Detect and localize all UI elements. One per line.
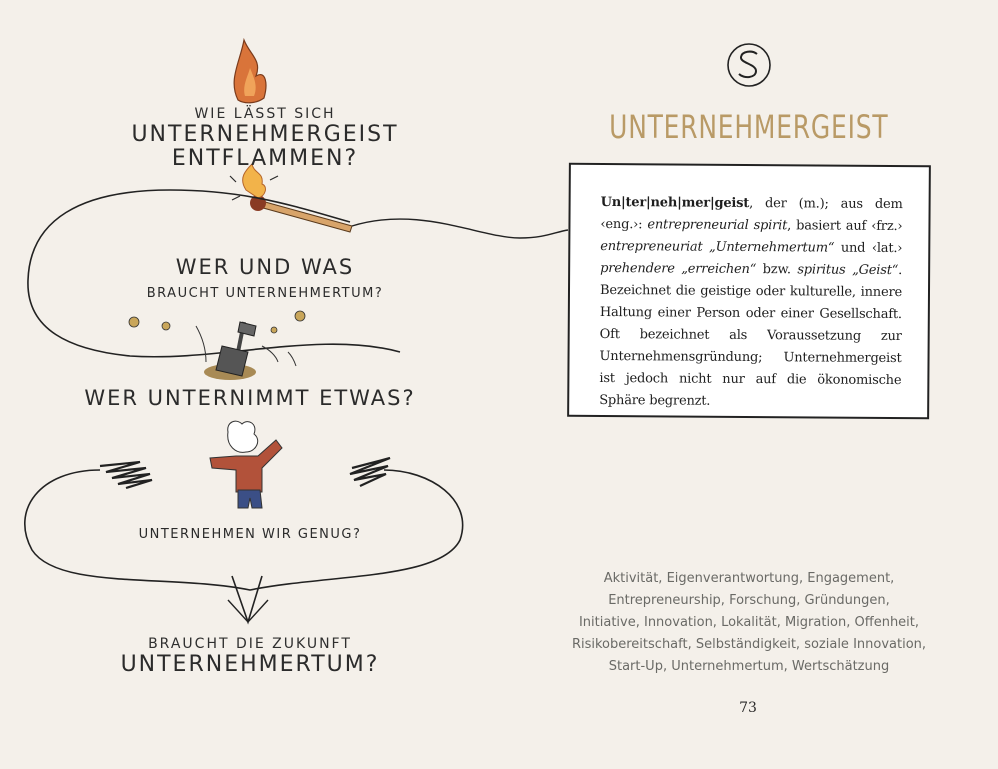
logo-icon bbox=[726, 42, 772, 88]
definition-fragment: . Bezeichnet die geistige oder kulturelle, innere Haltung einer Person oder einer Gesellschaft. Oft bezeichnet als Voraussetzung zur Unternehmensgründung; Unternehmergeist ist jedoch nicht nur auf die ökonomische Sphäre begrenzt. bbox=[599, 263, 903, 409]
scribble-left bbox=[100, 462, 152, 488]
definition-text bbox=[599, 192, 903, 414]
match-icon bbox=[230, 164, 352, 232]
question-2-title: WER UND WAS bbox=[175, 255, 355, 279]
question-1-line-2: ENTFLAMMEN? bbox=[171, 146, 359, 171]
definition-box bbox=[567, 163, 931, 420]
question-4-title: UNTERNEHMEN WIR GENUG? bbox=[138, 527, 362, 542]
arrow-down bbox=[232, 576, 262, 622]
keyword-line: Initiative, Innovation, Lokalität, Migration, Offenheit, bbox=[578, 615, 920, 630]
connector-line bbox=[352, 219, 568, 238]
definition-fragment: bzw. bbox=[756, 262, 798, 278]
definition-italic: entrepreneuriat „Unternehmertum“ bbox=[600, 238, 835, 256]
question-5-lead: BRAUCHT DIE ZUKUNFT bbox=[148, 636, 352, 652]
question-1-lead: WIE LÄSST SICH bbox=[194, 106, 336, 122]
definition-fragment: und ‹lat.› bbox=[834, 240, 903, 257]
shovel-icon bbox=[129, 311, 305, 380]
question-5-title: UNTERNEHMERTUM? bbox=[120, 652, 380, 677]
definition-headword: Un|ter|neh|mer|geist bbox=[600, 194, 750, 211]
person-icon bbox=[210, 421, 282, 508]
page-title: UNTERNEHMERGEIST bbox=[609, 108, 889, 146]
definition-italic: prehendere „erreichen“ bbox=[600, 260, 757, 278]
question-2-subtitle: BRAUCHT UNTERNEHMERTUM? bbox=[146, 286, 384, 301]
definition-italic: entrepreneurial spirit bbox=[647, 217, 788, 234]
keyword-line: Entrepreneurship, Forschung, Gründungen, bbox=[608, 593, 890, 608]
keyword-line: Aktivität, Eigenverantwortung, Engagement, bbox=[603, 571, 895, 586]
question-1-line-1: UNTERNEHMERGEIST bbox=[131, 122, 399, 147]
question-3-title: WER UNTERNIMMT ETWAS? bbox=[84, 386, 416, 410]
definition-fragment: , basiert auf ‹frz.› bbox=[787, 218, 903, 235]
keyword-line: Risikobereitschaft, Selbständigkeit, soziale Innovation, bbox=[571, 637, 927, 652]
keyword-list bbox=[566, 568, 932, 678]
scribble-right bbox=[350, 458, 390, 486]
flame-icon bbox=[234, 40, 266, 103]
keyword-line: Start-Up, Unternehmertum, Wertschätzung bbox=[608, 659, 890, 674]
definition-fragment: , der (m.); aus dem ‹eng.›: bbox=[600, 195, 903, 233]
page-number: 73 bbox=[739, 700, 757, 716]
definition-italic: spiritus „Geist“ bbox=[797, 262, 899, 279]
